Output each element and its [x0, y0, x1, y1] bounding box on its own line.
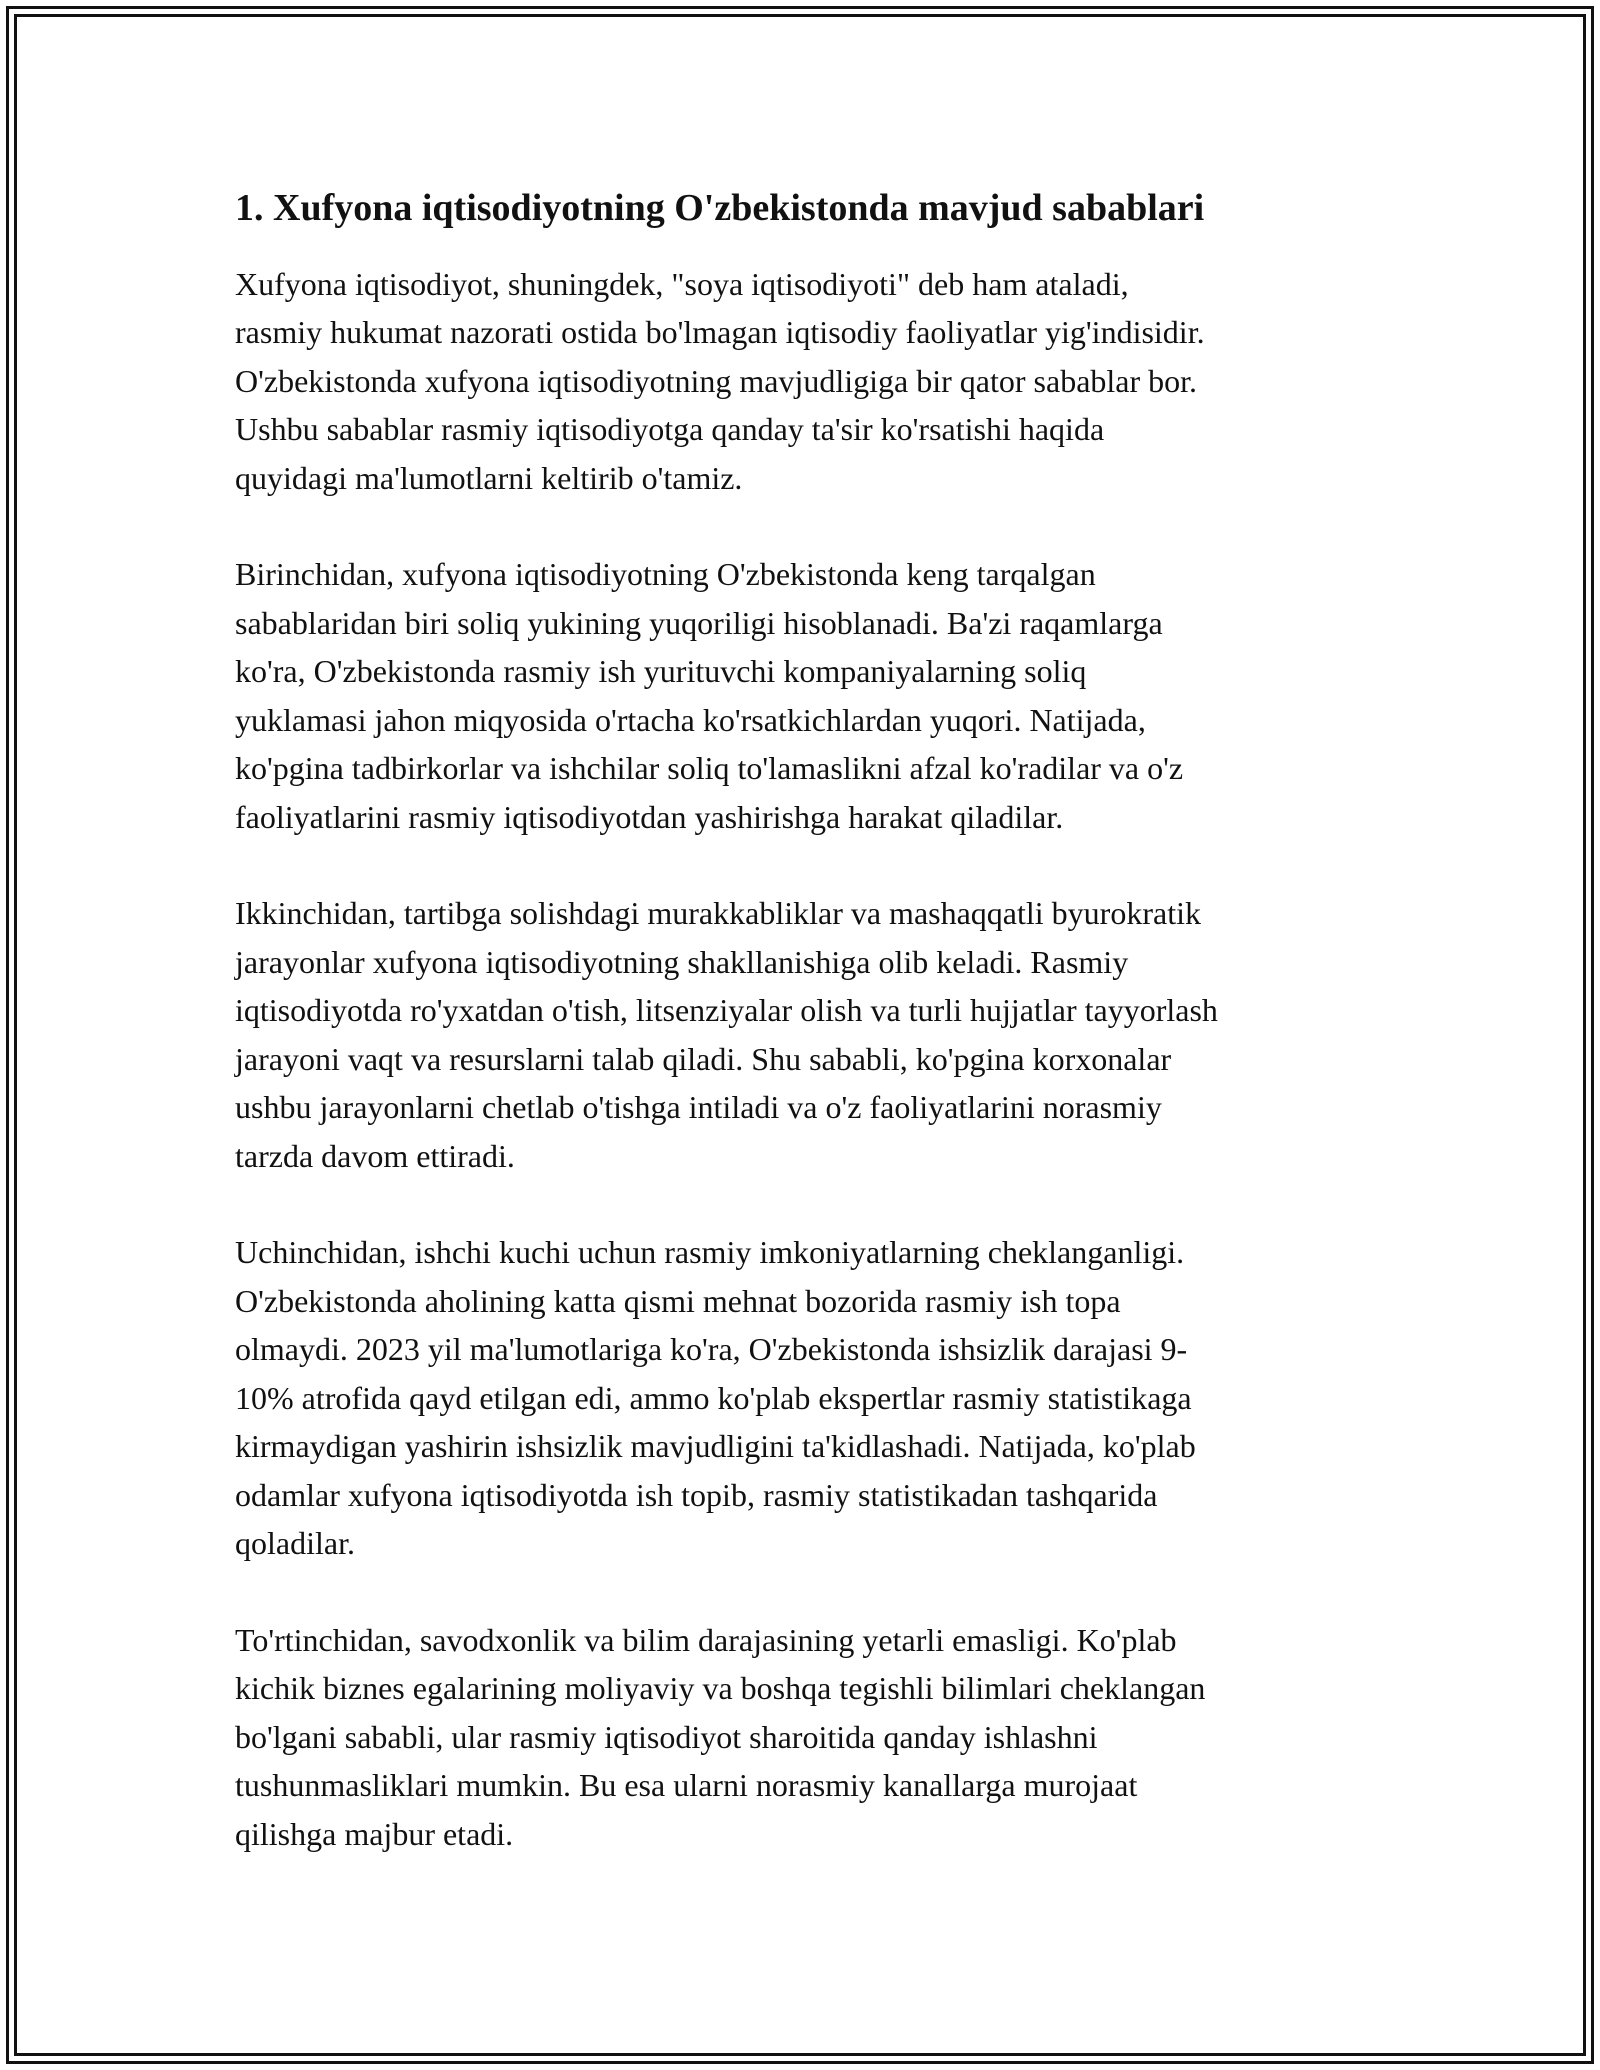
- section-heading: 1. Xufyona iqtisodiyotning O'zbekistonda mavjud sabablari: [235, 187, 1205, 229]
- text-line: tarzda davom ettiradi.: [235, 1137, 515, 1174]
- text-line: 10% atrofida qayd etilgan edi, ammo ko'plab ekspertlar rasmiy statistikaga: [235, 1379, 1192, 1416]
- text-line: qilishga majbur etadi.: [235, 1815, 514, 1852]
- text-line: ushbu jarayonlarni chetlab o'tishga intiladi va o'z faoliyatlarini norasmiy: [235, 1089, 1162, 1126]
- text-line: kirmaydigan yashirin ishsizlik mavjudligini ta'kidlashadi. Natijada, ko'plab: [235, 1428, 1196, 1465]
- paragraph-intro: [235, 260, 1385, 503]
- text-line: Xufyona iqtisodiyot, shuningdek, "soya iqtisodiyoti" deb ham ataladi,: [235, 265, 1129, 302]
- text-line: ko'pgina tadbirkorlar va ishchilar soliq to'lamaslikni afzal ko'radilar va o'z: [235, 750, 1184, 787]
- text-line: rasmiy hukumat nazorati ostida bo'lmagan iqtisodiy faoliyatlar yig'indisidir.: [235, 314, 1205, 351]
- text-line: iqtisodiyotda ro'yxatdan o'tish, litsenziyalar olish va turli hujjatlar tayyorlash: [235, 992, 1218, 1029]
- text-line: Ushbu sabablar rasmiy iqtisodiyotga qanday ta'sir ko'rsatishi haqida: [235, 411, 1105, 448]
- text-line: Birinchidan, xufyona iqtisodiyotning O'zbekistonda keng tarqalgan: [235, 556, 1096, 593]
- text-line: olmaydi. 2023 yil ma'lumotlariga ko'ra, O'zbekistonda ishsizlik darajasi 9-: [235, 1331, 1188, 1368]
- text-line: O'zbekistonda aholining katta qismi mehnat bozorida rasmiy ish topa: [235, 1282, 1121, 1319]
- text-line: tushunmasliklari mumkin. Bu esa ularni norasmiy kanallarga murojaat: [235, 1767, 1138, 1804]
- text-line: To'rtinchidan, savodxonlik va bilim darajasining yetarli emasligi. Ko'plab: [235, 1621, 1177, 1658]
- text-line: sabablaridan biri soliq yukining yuqoriligi hisoblanadi. Ba'zi raqamlarga: [235, 604, 1163, 641]
- text-line: ko'ra, O'zbekistonda rasmiy ish yurituvchi kompaniyalarning soliq: [235, 653, 1087, 690]
- paragraph-third-reason: [235, 1228, 1385, 1568]
- text-line: quyidagi ma'lumotlarni keltirib o'tamiz.: [235, 459, 743, 496]
- paragraph-second-reason: [235, 889, 1385, 1180]
- text-line: kichik biznes egalarining moliyaviy va boshqa tegishli bilimlari cheklangan: [235, 1670, 1206, 1707]
- text-line: qoladilar.: [235, 1525, 355, 1562]
- paragraph-first-reason: [235, 550, 1385, 841]
- text-line: jarayonlar xufyona iqtisodiyotning shakllanishiga olib keladi. Rasmiy: [235, 943, 1129, 980]
- paragraph-fourth-reason: [235, 1616, 1385, 1859]
- text-line: odamlar xufyona iqtisodiyotda ish topib, rasmiy statistikadan tashqarida: [235, 1476, 1158, 1513]
- text-line: Uchinchidan, ishchi kuchi uchun rasmiy imkoniyatlarning cheklanganligi.: [235, 1234, 1185, 1271]
- document-body: [235, 186, 1385, 1906]
- text-line: O'zbekistonda xufyona iqtisodiyotning mavjudligiga bir qator sabablar bor.: [235, 362, 1198, 399]
- text-line: bo'lgani sababli, ular rasmiy iqtisodiyot sharoitida qanday ishlashni: [235, 1718, 1098, 1755]
- text-line: yuklamasi jahon miqyosida o'rtacha ko'rsatkichlardan yuqori. Natijada,: [235, 701, 1146, 738]
- text-line: Ikkinchidan, tartibga solishdagi murakkabliklar va mashaqqatli byurokratik: [235, 895, 1201, 932]
- text-line: faoliyatlarini rasmiy iqtisodiyotdan yashirishga harakat qiladilar.: [235, 798, 1064, 835]
- text-line: jarayoni vaqt va resurslarni talab qiladi. Shu sababli, ko'pgina korxonalar: [235, 1040, 1172, 1077]
